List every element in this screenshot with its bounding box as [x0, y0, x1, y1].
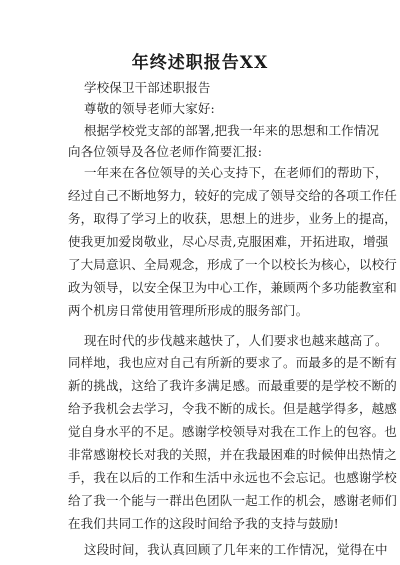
- paragraph-line: 同样地，我也应对自己有所新的要求了。而最多的是不断有: [68, 355, 397, 370]
- paragraph-line: 政为领导，以安全保卫为中心工作，兼顾两个多功能教室和: [68, 280, 397, 295]
- paragraph-line: 使我更加爱岗敬业，尽心尽责,克服困难，开拓进取，增强: [68, 234, 389, 249]
- document-title: 年终述职报告XX: [131, 53, 269, 73]
- subtitle-line: 学校保卫干部述职报告: [84, 80, 211, 95]
- paragraph-line: 非常感谢校长对我的关照，并在我最困难的时候伸出热情之: [68, 447, 397, 462]
- paragraph-line: 觉自身水平的不足。感谢学校领导对我在工作上的包容。也: [68, 424, 397, 439]
- paragraph-line: 一年来在各位领导的关心支持下，在老师们的帮助下，: [84, 165, 388, 180]
- paragraph-line: 给了我一个能与一群出色团队一起工作的机会，感谢老师们: [68, 493, 397, 508]
- paragraph-line: 这段时间，我认真回顾了几年来的工作情况，觉得在中: [84, 542, 388, 557]
- paragraph-line: 经过自己不断地努力，较好的完成了领导交给的各项工作任: [68, 188, 397, 203]
- paragraph-line: 在我们共同工作的这段时间给予我的支持与鼓励!: [68, 516, 339, 531]
- paragraph-line: 向各位领导及各位老师作简要汇报:: [68, 144, 263, 159]
- paragraph-line: 务，取得了学习上的收获，思想上的进步，业务上的提高，: [68, 211, 397, 226]
- salutation-line: 尊敬的领导老师大家好:: [84, 101, 215, 116]
- paragraph-line: 根据学校党支部的部署,把我一年来的思想和工作情况: [84, 123, 380, 138]
- paragraph-line: 新的挑战，这给了我许多满足感。而最重要的是学校不断的: [68, 378, 397, 393]
- paragraph-line: 两个机房日常使用管理所形成的服务部门。: [68, 303, 309, 318]
- paragraph-line: 手，我在以后的工作和生活中永远也不会忘记。也感谢学校: [68, 470, 397, 485]
- paragraph-line: 了大局意识、全局观念，形成了一个以校长为核心，以校行: [68, 257, 397, 272]
- paragraph-line: 现在时代的步伐越来越快了，人们要求也越来越高了。: [84, 333, 388, 348]
- paragraph-line: 给予我机会去学习，令我不断的成长。但是越学得多，越感: [68, 401, 397, 416]
